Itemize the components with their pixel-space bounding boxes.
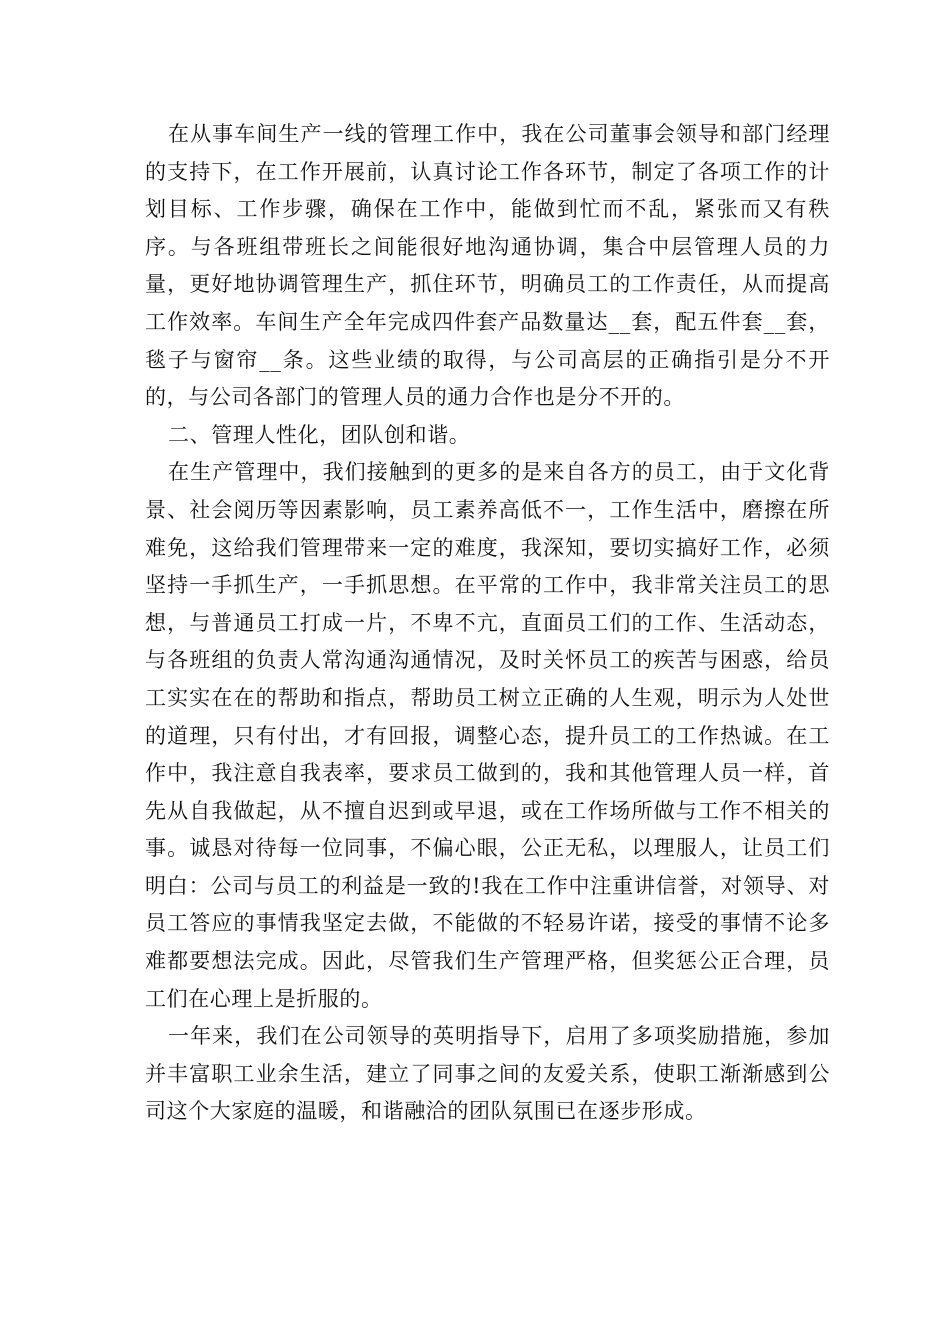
paragraph-year-summary: 一年来，我们在公司领导的英明指导下，启用了多项奖励措施，参加并丰富职工业余生活，建立了同事之间的友爱关系，使职工渐渐感到公司这个大家庭的温暖，和谐融洽的团队氛围已在逐步形成。 bbox=[145, 1024, 830, 1124]
paragraph-workshop-management: 在从事车间生产一线的管理工作中，我在公司董事会领导和部门经理的支持下，在工作开展前，认真讨论工作各环节，制定了各项工作的计划目标、工作步骤，确保在工作中，能做到忙而不乱，紧张而又有秩序。与各班组带班长之间能很好地沟通协调，集合中层管理人员的力量，更好地协调管理生产，抓住环节，明确员工的工作责任，从而提高工作效率。车间生产全年完成四件套产品数量达__套，配五件套__套，毯子与窗帘__条。这些业绩的取得，与公司高层的正确指引是分不开的，与公司各部门的管理人员的通力合作也是分不开的。 bbox=[145, 122, 830, 410]
paragraph-production-management: 在生产管理中，我们接触到的更多的是来自各方的员工，由于文化背景、社会阅历等因素影响，员工素养高低不一，工作生活中，磨擦在所难免，这给我们管理带来一定的难度，我深知，要切实搞好工作，必须坚持一手抓生产，一手抓思想。在平常的工作中，我非常关注员工的思想，与普通员工打成一片，不卑不亢，直面员工们的工作、生活动态，与各班组的负责人常沟通沟通情况，及时关怀员工的疾苦与困惑，给员工实实在在的帮助和指点，帮助员工树立正确的人生观，明示为人处世的道理，只有付出，才有回报，调整心态，提升员工的工作热诚。在工作中，我注意自我表率，要求员工做到的，我和其他管理人员一样，首先从自我做起，从不擅自迟到或早退，或在工作场所做与工作不相关的事。诚恳对待每一位同事，不偏心眼，公正无私，以理服人，让员工们明白：公司与员工的利益是一致的!我在工作中注重讲信誉，对领导、对员工答应的事情我坚定去做，不能做的不轻易许诺，接受的事情不论多难都要想法完成。因此，尽管我们生产管理严格，但奖惩公正合理，员工们在心理上是折服的。 bbox=[145, 460, 830, 1011]
section-heading: 二、管理人性化，团队创和谐。 bbox=[168, 422, 471, 447]
document-body bbox=[145, 116, 830, 1131]
